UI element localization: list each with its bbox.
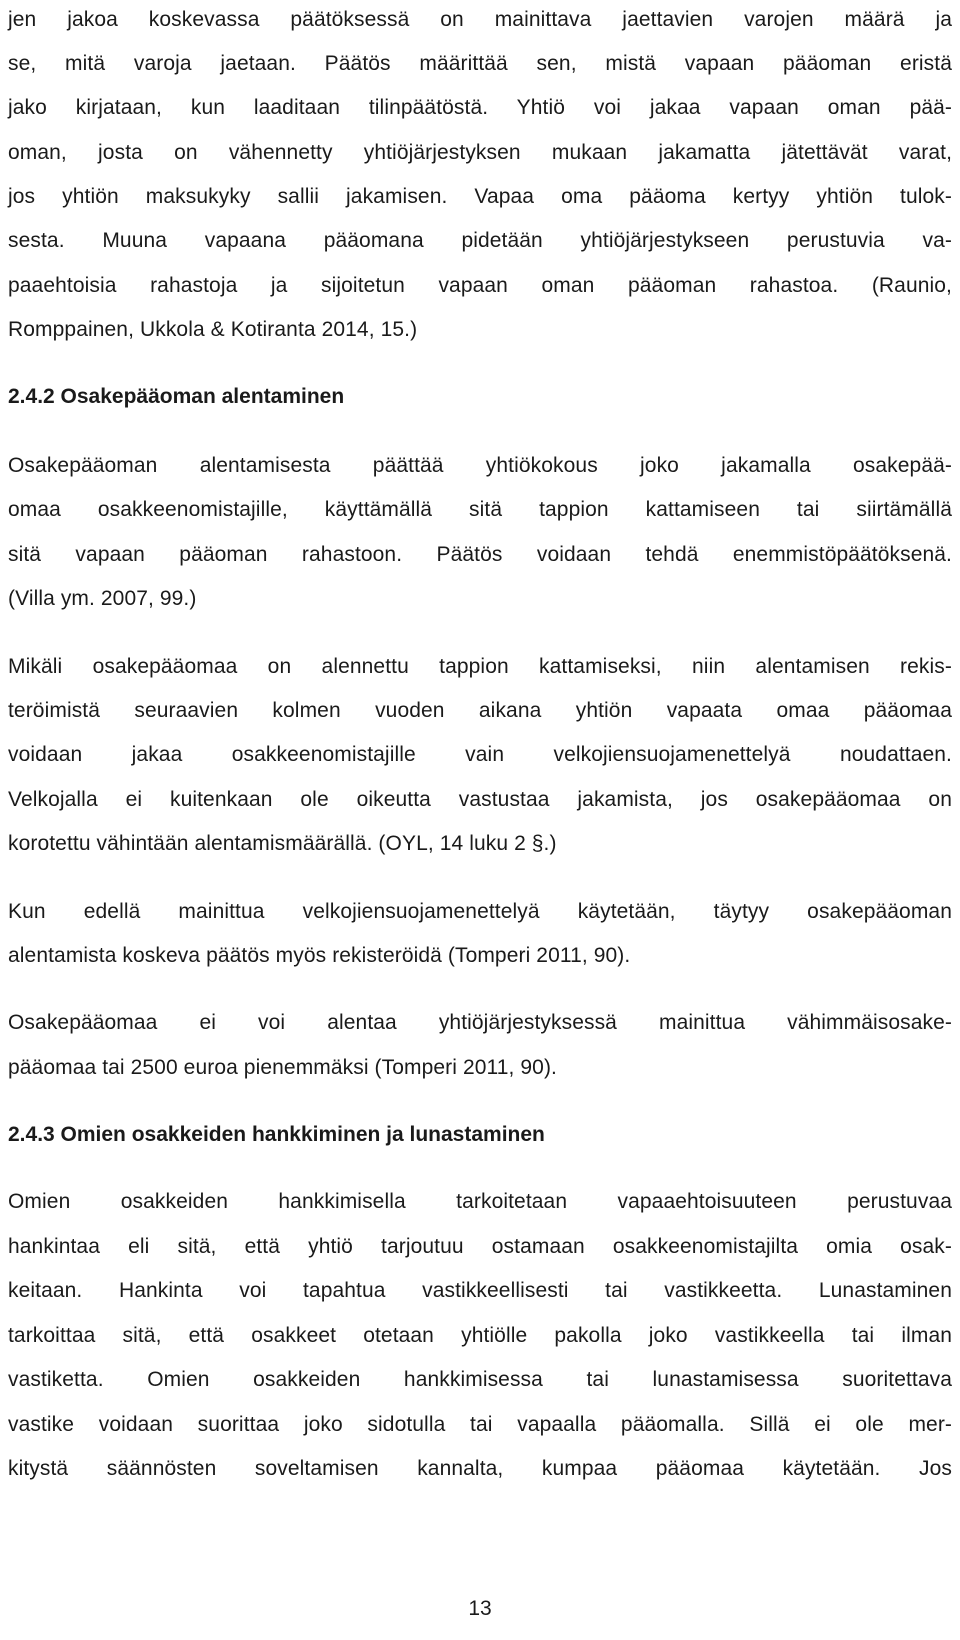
text-line: sitä vapaan pääoman rahastoon. Päätös voidaan tehdä enemmistöpäätöksenä. [8, 543, 952, 566]
section-heading: 2.4.3 Omien osakkeiden hankkiminen ja lunastaminen [8, 1123, 545, 1146]
text-line: Kun edellä mainittua velkojiensuojamenettelyä käytetään, täytyy osakepääoman [8, 900, 952, 923]
text-line: hankintaa eli sitä, että yhtiö tarjoutuu ostamaan osakkeenomistajilta omia osak- [8, 1235, 952, 1258]
text-line: voidaan jakaa osakkeenomistajille vain velkojiensuojamenettelyä noudattaen. [8, 743, 952, 766]
text-line: tarkoittaa sitä, että osakkeet otetaan yhtiölle pakolla joko vastikkeella tai ilman [8, 1324, 952, 1347]
text-line: oman, josta on vähennetty yhtiöjärjestyksen mukaan jakamatta jätettävät varat, [8, 141, 952, 164]
text-line: korotettu vähintään alentamismäärällä. (OYL, 14 luku 2 §.) [8, 832, 557, 855]
text-line: paaehtoisia rahastoja ja sijoitetun vapaan oman pääoman rahastoa. (Raunio, [8, 274, 952, 297]
text-line: pääomaa tai 2500 euroa pienemmäksi (Tomperi 2011, 90). [8, 1056, 557, 1079]
text-line: se, mitä varoja jaetaan. Päätös määrittää sen, mistä vapaan pääoman eristä [8, 52, 952, 75]
text-line: Omien osakkeiden hankkimisella tarkoitetaan vapaaehtoisuuteen perustuvaa [8, 1190, 952, 1213]
text-line: omaa osakkeenomistajille, käyttämällä sitä tappion kattamiseen tai siirtämällä [8, 498, 952, 521]
text-line: Romppainen, Ukkola & Kotiranta 2014, 15.) [8, 318, 418, 341]
text-line: teröimistä seuraavien kolmen vuoden aikana yhtiön vapaata omaa pääomaa [8, 699, 952, 722]
text-line: alentamista koskeva päätös myös rekisteröidä (Tomperi 2011, 90). [8, 944, 631, 967]
text-line: Mikäli osakepääomaa on alennettu tappion kattamiseksi, niin alentamisen rekis- [8, 655, 952, 678]
text-line: jako kirjataan, kun laaditaan tilinpäätöstä. Yhtiö voi jakaa vapaan oman pää- [8, 96, 952, 119]
page-number: 13 [468, 1597, 492, 1620]
text-line: Velkojalla ei kuitenkaan ole oikeutta vastustaa jakamista, jos osakepääomaa on [8, 788, 952, 811]
text-line: jos yhtiön maksukyky sallii jakamisen. Vapaa oma pääoma kertyy yhtiön tulok- [8, 185, 952, 208]
text-line: (Villa ym. 2007, 99.) [8, 587, 197, 610]
text-line: Osakepääoman alentamisesta päättää yhtiökokous joko jakamalla osakepää- [8, 454, 952, 477]
text-line: sesta. Muuna vapaana pääomana pidetään yhtiöjärjestykseen perustuvia va- [8, 229, 952, 252]
text-line: Osakepääomaa ei voi alentaa yhtiöjärjestyksessä mainittua vähimmäisosake- [8, 1011, 952, 1034]
text-line: vastike voidaan suorittaa joko sidotulla tai vapaalla pääomalla. Sillä ei ole mer- [8, 1413, 952, 1436]
section-heading: 2.4.2 Osakepääoman alentaminen [8, 385, 345, 408]
text-line: keitaan. Hankinta voi tapahtua vastikkeellisesti tai vastikkeetta. Lunastaminen [8, 1279, 952, 1302]
text-line: vastiketta. Omien osakkeiden hankkimisessa tai lunastamisessa suoritettava [8, 1368, 952, 1391]
text-line: kitystä säännösten soveltamisen kannalta, kumpaa pääomaa käytetään. Jos [8, 1457, 952, 1480]
text-line: jen jakoa koskevassa päätöksessä on mainittava jaettavien varojen määrä ja [8, 8, 952, 31]
